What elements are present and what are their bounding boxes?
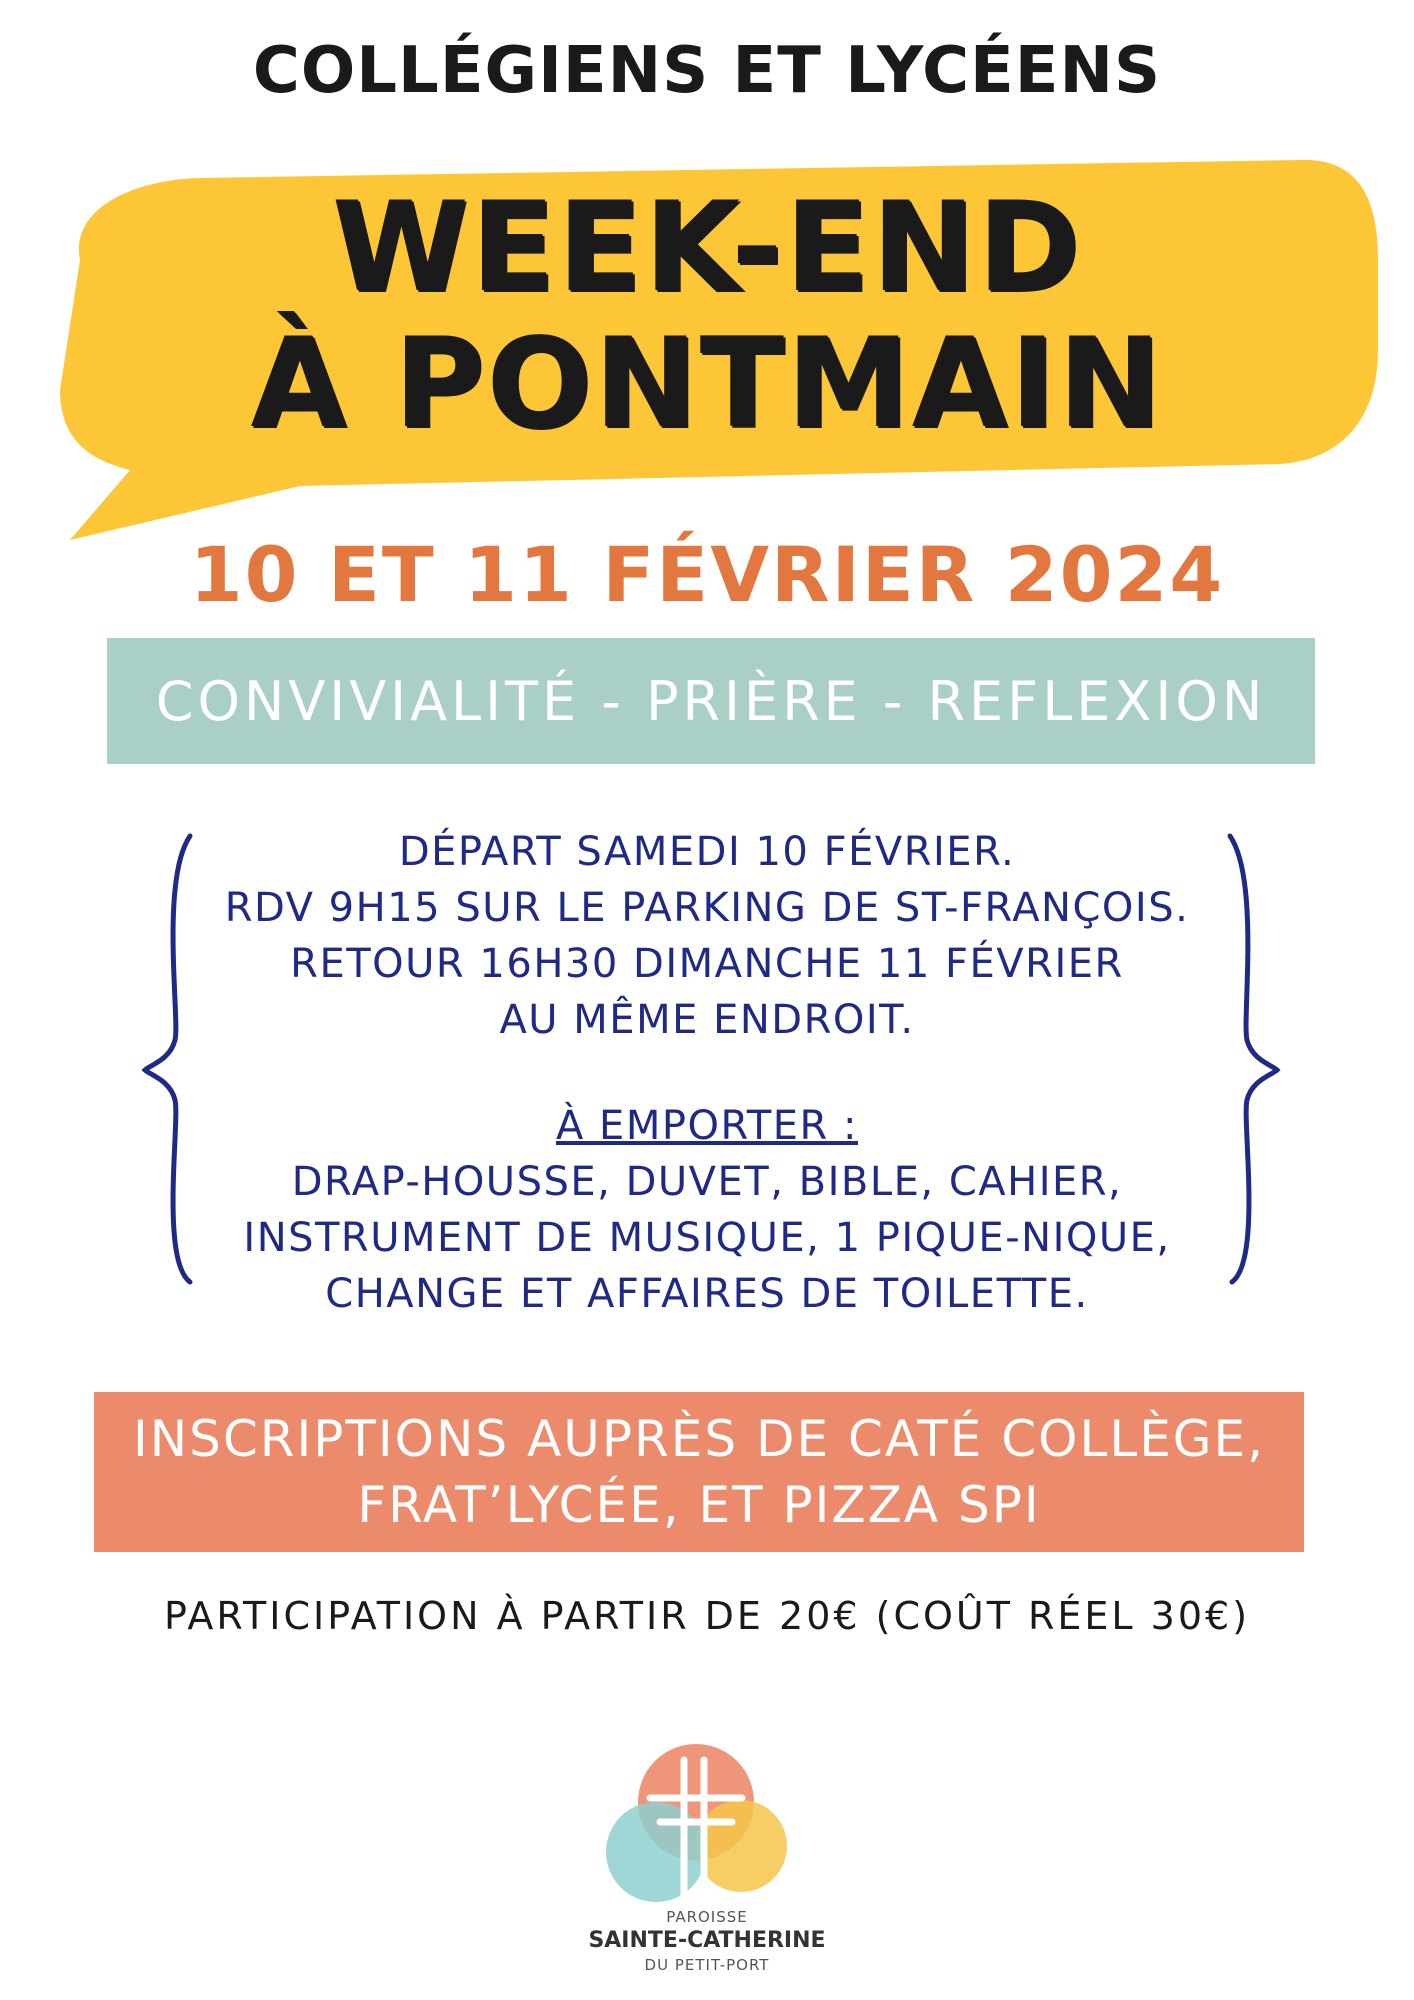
emporter-line: DRAP-HOUSSE, DUVET, BIBLE, CAHIER, [291, 1159, 1123, 1205]
theme-text: CONVIVIALITÉ - PRIÈRE - REFLEXION [155, 669, 1267, 733]
event-date: 10 ET 11 FÉVRIER 2024 [189, 530, 1225, 619]
info-block [0, 824, 1414, 1048]
logo-location: DU PETIT-PORT [644, 1956, 770, 1974]
poster-subtitle: COLLÉGIENS ET LYCÉENS [252, 34, 1162, 108]
title-line-1: WEEK-END [331, 176, 1083, 320]
emporter-block [0, 1098, 1414, 1322]
inscriptions-band [94, 1392, 1304, 1552]
info-line: RETOUR 16H30 DIMANCHE 11 FÉVRIER [290, 941, 1124, 987]
title-line-2: À PONTMAIN [250, 312, 1164, 456]
emporter-title: À EMPORTER : [555, 1103, 859, 1149]
info-line: RDV 9H15 SUR LE PARKING DE ST-FRANÇOIS. [224, 885, 1190, 931]
emporter-line: CHANGE ET AFFAIRES DE TOILETTE. [325, 1271, 1089, 1317]
logo-parish-name: SAINTE-CATHERINE [588, 1928, 826, 1953]
info-line: DÉPART SAMEDI 10 FÉVRIER. [398, 829, 1016, 875]
logo-paroisse: PAROISSE [666, 1908, 748, 1926]
emporter-line: INSTRUMENT DE MUSIQUE, 1 PIQUE-NIQUE, [243, 1215, 1171, 1261]
inscriptions-line-1: INSCRIPTIONS AUPRÈS DE CATÉ COLLÈGE, [132, 1410, 1266, 1468]
participation-text: PARTICIPATION À PARTIR DE 20€ (COÛT RÉEL 30€) [163, 1594, 1251, 1638]
inscriptions-line-2: FRAT’LYCÉE, ET PIZZA SPI [357, 1476, 1041, 1534]
info-line: AU MÊME ENDROIT. [499, 997, 915, 1043]
parish-logo-icon [596, 1730, 796, 1905]
theme-band [107, 638, 1315, 764]
